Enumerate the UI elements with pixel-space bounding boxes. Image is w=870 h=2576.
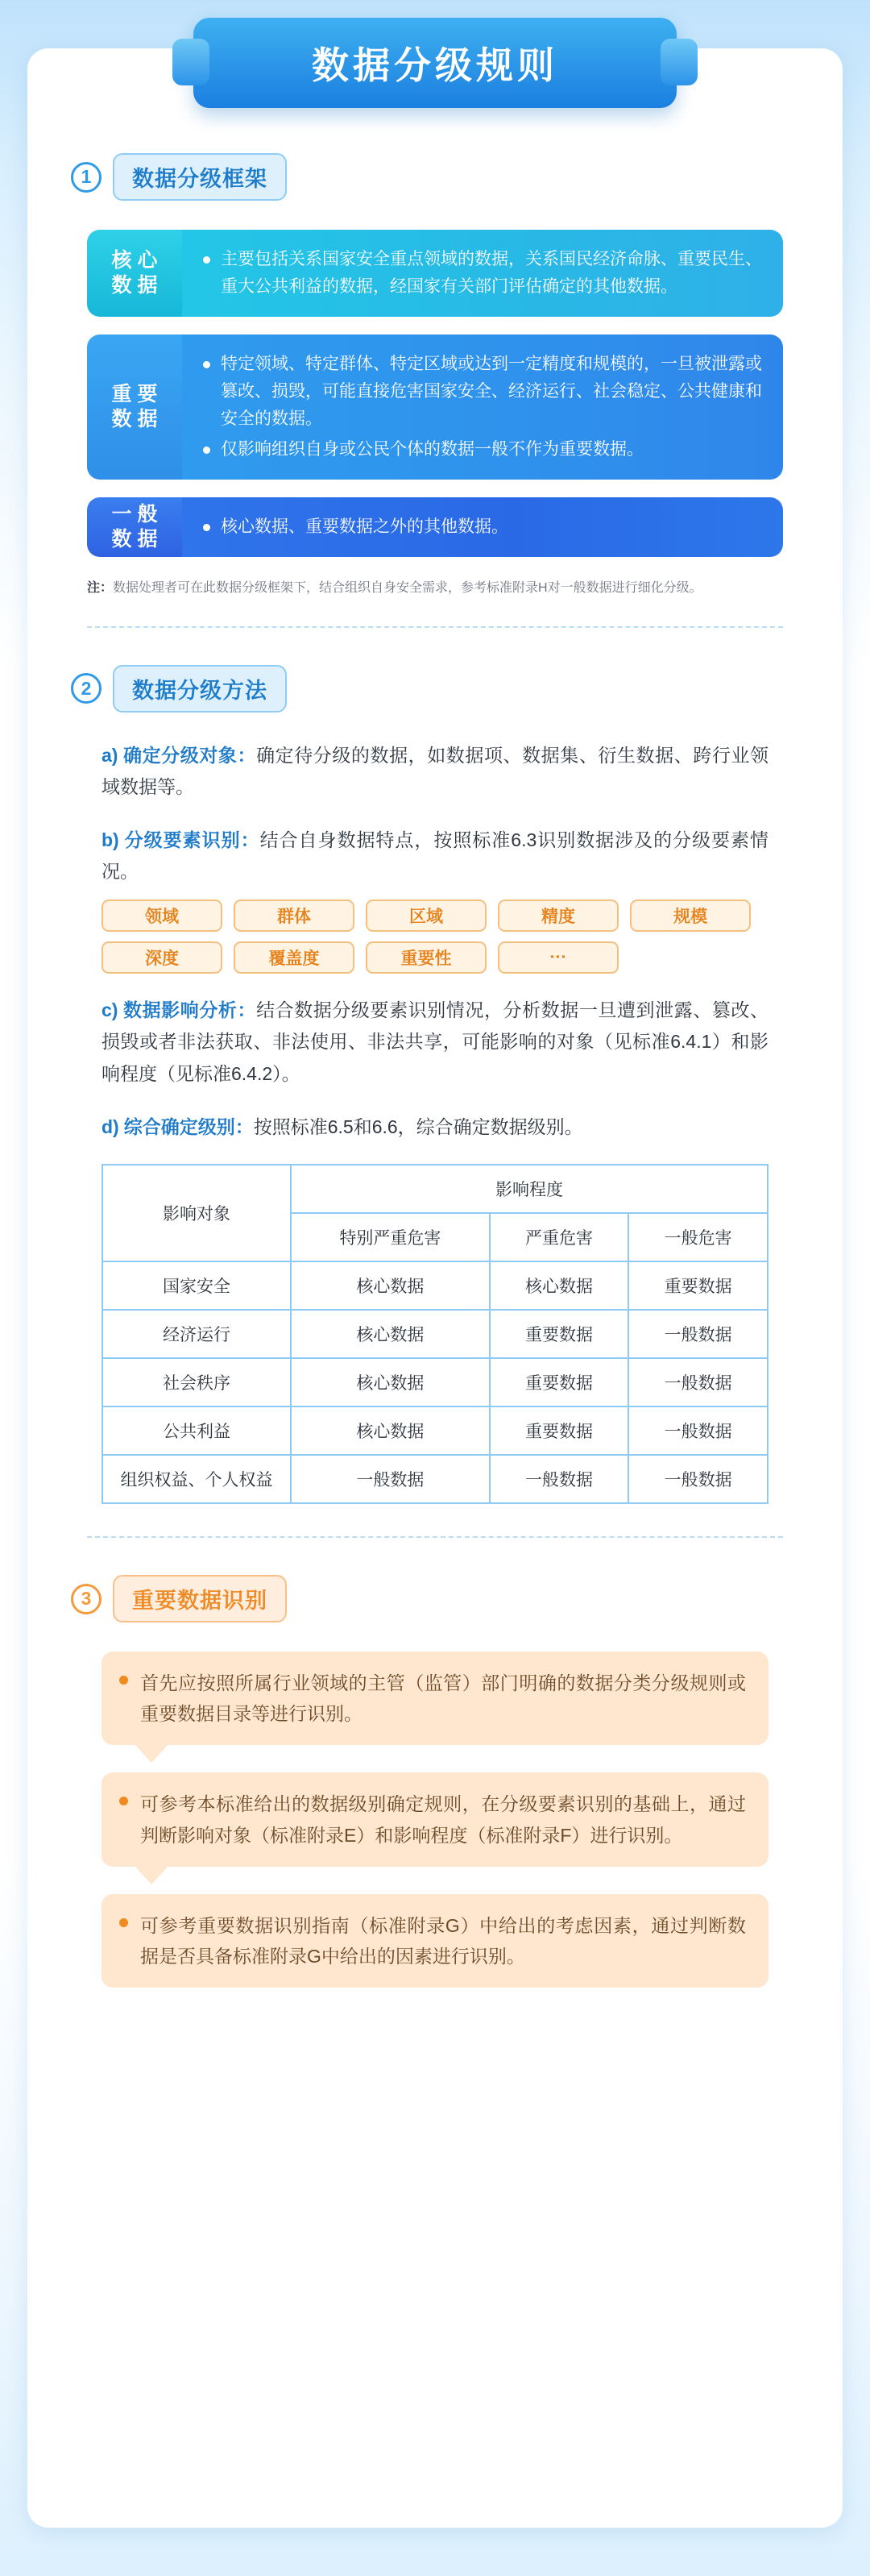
table-row-label: 组织权益、个人权益 bbox=[102, 1455, 291, 1503]
identification-item bbox=[102, 1772, 768, 1866]
section-header-framework bbox=[71, 153, 843, 201]
framework-body-general bbox=[182, 497, 783, 557]
table-cell: 核心数据 bbox=[490, 1261, 629, 1310]
table-row bbox=[102, 1455, 768, 1503]
method-index-c: c) bbox=[102, 999, 118, 1020]
table-row-label: 经济运行 bbox=[102, 1310, 291, 1358]
table-cell: 重要数据 bbox=[490, 1310, 629, 1358]
element-chip: 深度 bbox=[102, 941, 222, 974]
arrow-down-icon bbox=[134, 1865, 169, 1884]
identification-item-text: 可参考重要数据识别指南（标准附录G）中给出的考虑因素，通过判断数据是否具备标准附录G中给出的因素进行识别。 bbox=[140, 1914, 746, 1967]
content-sheet bbox=[27, 44, 843, 2528]
table-cell: 一般数据 bbox=[628, 1406, 768, 1455]
title-area bbox=[27, 44, 843, 153]
section-number-2: 2 bbox=[71, 673, 102, 704]
table-cell: 核心数据 bbox=[291, 1310, 490, 1358]
table-cell: 重要数据 bbox=[490, 1406, 629, 1455]
identification-list bbox=[102, 1652, 768, 1988]
table-col-header: 特别严重危害 bbox=[291, 1213, 490, 1261]
element-chip: 区域 bbox=[366, 900, 487, 932]
method-item-c bbox=[102, 995, 768, 1091]
section-header-identification bbox=[71, 1575, 843, 1622]
framework-body-core bbox=[182, 230, 783, 317]
framework-note-text: 数据处理者可在此数据分级框架下，结合组织自身安全需求，参考标准附录H对一般数据进行细化分级。 bbox=[113, 581, 702, 596]
table-cell: 一般数据 bbox=[628, 1455, 768, 1503]
identification-item bbox=[102, 1652, 768, 1745]
grade-table-wrap bbox=[102, 1164, 768, 1504]
section-number-3: 3 bbox=[71, 1584, 102, 1614]
methods-list bbox=[102, 740, 768, 1143]
table-cell: 一般数据 bbox=[628, 1358, 768, 1406]
identification-item-text: 可参考本标准给出的数据级别确定规则，在分级要素识别的基础上，通过判断影响对象（标准附录E）和影响程度（标准附录F）进行识别。 bbox=[140, 1793, 746, 1846]
section-header-methods bbox=[71, 665, 843, 713]
list-item: 核心数据、重要数据之外的其他数据。 bbox=[201, 513, 762, 541]
element-chip: 领域 bbox=[102, 900, 222, 932]
method-item-b bbox=[102, 825, 768, 974]
list-item: 仅影响组织自身或公民个体的数据一般不作为重要数据。 bbox=[201, 436, 762, 463]
method-index-a: a) bbox=[102, 744, 118, 766]
method-key-b: 分级要素识别： bbox=[123, 829, 260, 850]
framework-blocks bbox=[87, 230, 783, 557]
method-key-d: 综合确定级别： bbox=[123, 1116, 254, 1137]
table-col-header: 严重危害 bbox=[490, 1213, 629, 1261]
framework-note-label: 注： bbox=[87, 581, 114, 596]
table-cell: 核心数据 bbox=[291, 1261, 490, 1310]
framework-tag-general bbox=[87, 497, 182, 557]
table-corner-header: 影响对象 bbox=[102, 1165, 291, 1261]
table-cell: 一般数据 bbox=[628, 1310, 768, 1358]
framework-tag-general-line2: 数 据 bbox=[111, 528, 158, 551]
element-chip: 覆盖度 bbox=[234, 941, 354, 974]
table-cell: 重要数据 bbox=[628, 1261, 768, 1310]
element-chip: 群体 bbox=[234, 900, 354, 932]
element-chip: 规模 bbox=[630, 900, 751, 932]
table-col-header: 一般危害 bbox=[628, 1213, 768, 1261]
method-text-d: 按照标准6.5和6.6，综合确定数据级别。 bbox=[253, 1116, 583, 1137]
method-key-c: 数据影响分析： bbox=[122, 999, 257, 1020]
framework-tag-general-line1: 一 般 bbox=[111, 502, 158, 526]
section-number-1: 1 bbox=[71, 162, 102, 193]
framework-row-important bbox=[87, 334, 783, 480]
list-item: 主要包括关系国家安全重点领域的数据，关系国民经济命脉、重要民生、重大公共利益的数据，经国家有关部门评估确定的其他数据。 bbox=[201, 246, 762, 301]
framework-body-important bbox=[182, 334, 783, 480]
table-row bbox=[102, 1261, 768, 1310]
table-row bbox=[102, 1406, 768, 1455]
table-cell: 核心数据 bbox=[291, 1406, 490, 1455]
table-row bbox=[102, 1165, 768, 1213]
framework-tag-important-line2: 数 据 bbox=[111, 408, 158, 431]
list-item: 特定领域、特定群体、特定区域或达到一定精度和规模的，一旦被泄露或篡改、损毁，可能直接危害国家安全、经济运行、社会稳定、公共健康和安全的数据。 bbox=[201, 351, 762, 433]
table-row-label: 社会秩序 bbox=[102, 1358, 291, 1406]
method-key-a: 确定分级对象： bbox=[122, 744, 257, 766]
element-chip-group bbox=[102, 900, 768, 974]
section-label-methods: 数据分级方法 bbox=[113, 665, 287, 713]
element-chip: ··· bbox=[498, 941, 619, 974]
table-cell: 一般数据 bbox=[291, 1455, 490, 1503]
framework-tag-core bbox=[87, 230, 182, 317]
framework-row-general bbox=[87, 497, 783, 557]
framework-tag-important-line1: 重 要 bbox=[111, 382, 158, 405]
method-text-a: 确定待分级的数据，如数据项、数据集、衍生数据、跨行业领域数据等。 bbox=[102, 744, 769, 798]
grade-table bbox=[102, 1164, 768, 1504]
method-index-b: b) bbox=[102, 829, 119, 850]
method-item-a bbox=[102, 740, 768, 804]
framework-tag-important bbox=[87, 334, 182, 480]
method-item-d bbox=[102, 1111, 768, 1144]
table-row bbox=[102, 1358, 768, 1406]
arrow-down-icon bbox=[134, 1743, 169, 1763]
section-label-identification: 重要数据识别 bbox=[113, 1575, 287, 1622]
table-group-header: 影响程度 bbox=[291, 1165, 768, 1213]
title-banner bbox=[193, 18, 677, 108]
section-label-framework: 数据分级框架 bbox=[113, 153, 287, 201]
table-cell: 一般数据 bbox=[490, 1455, 629, 1503]
table-row-label: 公共利益 bbox=[102, 1406, 291, 1455]
framework-tag-core-line1: 核 心 bbox=[111, 248, 158, 272]
table-row bbox=[102, 1310, 768, 1358]
method-index-d: d) bbox=[102, 1116, 119, 1137]
framework-note bbox=[87, 578, 783, 599]
method-text-c: 结合数据分级要素识别情况，分析数据一旦遭到泄露、篡改、损毁或者非法获取、非法使用、非法共享，可能影响的对象（见标准6.4.1）和影响程度（见标准6.4.2）。 bbox=[102, 999, 769, 1084]
table-row-label: 国家安全 bbox=[102, 1261, 291, 1310]
table-cell: 核心数据 bbox=[291, 1358, 490, 1406]
identification-item-text: 首先应按照所属行业领域的主管（监管）部门明确的数据分类分级规则或重要数据目录等进行识别。 bbox=[140, 1672, 746, 1725]
method-text-b: 结合自身数据特点，按照标准6.3识别数据涉及的分级要素情况。 bbox=[102, 829, 769, 883]
framework-row-core bbox=[87, 230, 783, 317]
page-title: 数据分级规则 bbox=[312, 44, 558, 86]
element-chip: 精度 bbox=[498, 900, 619, 932]
identification-item bbox=[102, 1894, 768, 1988]
framework-tag-core-line2: 数 据 bbox=[111, 274, 158, 297]
table-cell: 重要数据 bbox=[490, 1358, 629, 1406]
element-chip: 重要性 bbox=[366, 941, 487, 974]
